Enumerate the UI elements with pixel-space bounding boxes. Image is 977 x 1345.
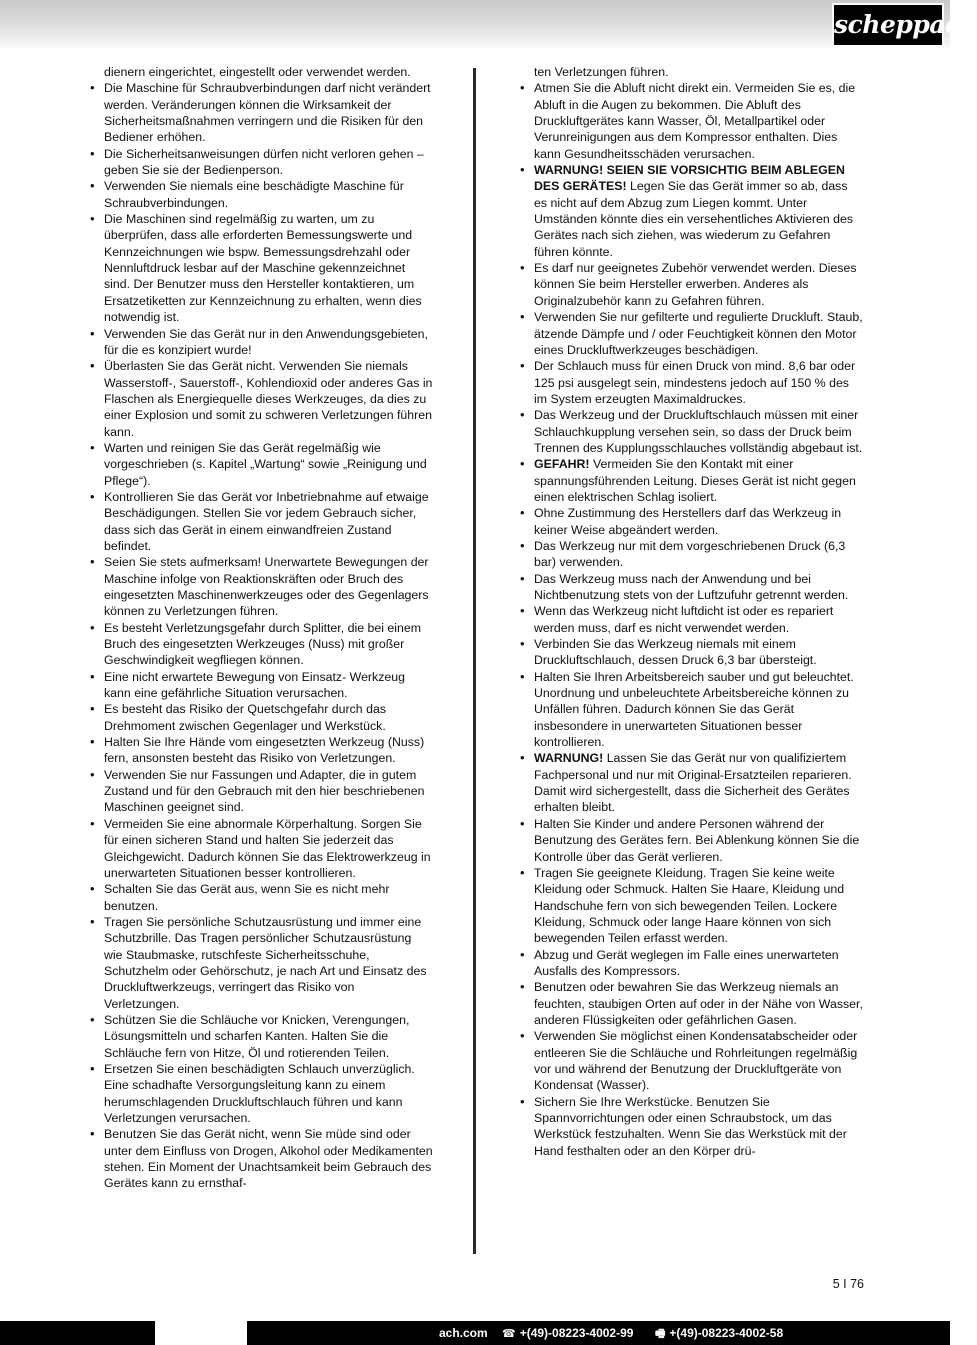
list-item <box>518 816 863 865</box>
list-item-text: Verwenden Sie nur Fassungen und Adapter, die in gutem Zustand und für den Gebrauch mit den hier beschriebenen Maschinen geeignet sind. <box>104 767 425 815</box>
list-item <box>88 669 433 702</box>
list-item-text: Vermeiden Sie eine abnormale Körperhaltung. Sorgen Sie für einen sicheren Stand und halten Sie jederzeit das Gleichgewicht. Dadurch können Sie das Elektrowerkzeug in unerwarteten Situationen besser kontrollieren. <box>104 816 431 880</box>
list-item-text: Die Sicherheitsanweisungen dürfen nicht verloren gehen – geben Sie sie der Bedienperson. <box>104 146 424 178</box>
left-column <box>88 64 433 1192</box>
list-item-text: Ersetzen Sie einen beschädigten Schlauch unverzüglich. Eine schadhafte Versorgungsleitung kann zu einem herumschlagenden Druckluftschlauch führen und kann Verletzungen verursachen. <box>104 1061 415 1125</box>
warning-label: WARNUNG! <box>534 751 604 766</box>
header-band <box>0 0 950 50</box>
left-lead-text: dienern eingerichtet, eingestellt oder verwendet werden. <box>104 65 411 79</box>
list-item <box>88 489 433 554</box>
list-item <box>518 603 863 636</box>
list-item-text: Warten und reinigen Sie das Gerät regelmäßig wie vorgeschrieben (s. Kapitel „Wartung“ sowie „Reinigung und Pflege“). <box>104 440 427 488</box>
list-item <box>518 456 863 505</box>
phone-icon: ☎ <box>502 1328 516 1340</box>
list-item-text: Halten Sie Ihren Arbeitsbereich sauber und gut beleuchtet. Unordnung und unbeleuchtete Arbeitsbereiche können zu Unfällen führen. Dadurch können Sie das Gerät insbesondere in unerwarteten Situationen besser kontrollieren. <box>534 669 854 750</box>
list-item-text: Überlasten Sie das Gerät nicht. Verwenden Sie niemals Wasserstoff-, Sauerstoff-, Kohlendioxid oder anderes Gas in Flaschen als Energiequelle dieses Werkzeuges, da dies zu einer Explosion und somit zu schweren Verletzungen führen kann. <box>104 359 433 439</box>
list-item <box>518 162 863 260</box>
list-item-text: Das Werkzeug nur mit dem vorgeschriebenen Druck (6,3 bar) verwenden. <box>534 538 846 570</box>
bullet-icon: • <box>520 1028 525 1044</box>
bullet-icon: • <box>520 537 525 553</box>
bullet-icon: • <box>90 488 95 504</box>
list-item <box>88 358 433 440</box>
list-item-text: Verbinden Sie das Werkzeug niemals mit einem Druckluftschlauch, dessen Druck 6,3 bar übersteigt. <box>534 637 817 668</box>
right-bullet-list <box>518 80 863 1159</box>
list-item <box>518 538 863 571</box>
list-item-text: Lassen Sie das Gerät nur von qualifiziertem Fachpersonal und nur mit Original-Ersatzteilen reparieren. Damit wird sichergestellt, dass die Sicherheit des Gerätes erhalten bleibt. <box>534 751 852 815</box>
left-bullet-list <box>88 80 433 1191</box>
bullet-icon: • <box>520 358 525 374</box>
brand-logo[interactable]: scheppach <box>832 3 944 47</box>
list-item <box>518 505 863 538</box>
bullet-icon: • <box>90 325 95 341</box>
list-item <box>518 947 863 980</box>
list-item-text: Das Werkzeug muss nach der Anwendung und bei Nichtbenutzung stets von der Luftzufuhr getrennt werden. <box>534 571 849 602</box>
list-item-text: Verwenden Sie nur gefilterte und regulierte Druckluft. Staub, ätzende Dämpfe und / oder Feuchtigkeit können den Motor eines Druckluftwerkzeuges beschädigen. <box>534 310 863 357</box>
bullet-icon: • <box>520 946 525 962</box>
list-item <box>88 326 433 359</box>
list-item-text: Tragen Sie geeignete Kleidung. Tragen Sie keine weite Kleidung oder Schmuck. Halten Sie Haare, Kleidung und Handschuhe fern von sich bewegenden Teilen. Lockere Kleidung, Schmuck oder lange Haare können von sich bewegenden Teilen erfasst werden. <box>534 865 845 946</box>
bullet-icon: • <box>520 407 525 423</box>
bullet-icon: • <box>90 554 95 570</box>
list-item <box>88 620 433 669</box>
bullet-icon: • <box>520 750 525 766</box>
bullet-icon: • <box>520 162 525 178</box>
warning-label: WARNUNG! SEIEN SIE VORSICHTIG BEIM ABLEGEN DES GERÄTES! <box>534 163 845 194</box>
list-item-text: Abzug und Gerät weglegen im Falle eines unerwarteten Ausfalls des Kompressors. <box>534 947 839 978</box>
list-item-text: Halten Sie Ihre Hände vom eingesetzten Werkzeug (Nuss) fern, ansonsten besteht das Risiko von Verletzungen. <box>104 735 425 766</box>
bullet-icon: • <box>90 439 95 455</box>
list-item-text: Legen Sie das Gerät immer so ab, dass es nicht auf dem Abzug zum Liegen kommt. Unter Umständen könnte dies ein versehentliches Aktivieren des Gerätes nach sich ziehen, was wiederum zu Gefahren führen könnte. <box>534 179 854 259</box>
list-item <box>88 767 433 816</box>
list-item-text: Eine nicht erwartete Bewegung von Einsatz- Werkzeug kann eine gefährliche Situation verursachen. <box>104 669 405 701</box>
bullet-icon: • <box>520 570 525 586</box>
bullet-icon: • <box>90 881 95 897</box>
list-item <box>518 1094 863 1159</box>
list-item-text: Die Maschine für Schraubverbindungen darf nicht verändert werden. Veränderungen können die Wirksamkeit der Sicherheitsmaßnahmen verringern und die Risiken für den Bediener erhöhen. <box>104 81 431 145</box>
right-lead-text: ten Verletzungen führen. <box>534 65 669 79</box>
bullet-icon: • <box>520 505 525 521</box>
footer-gap <box>155 1321 247 1345</box>
list-item <box>88 1126 433 1191</box>
list-item-text: Vermeiden Sie den Kontakt mit einer spannungsführenden Leitung. Dieses Gerät ist nicht gegen einen elektrischen Schlag isoliert. <box>534 457 856 504</box>
bullet-icon: • <box>90 80 95 96</box>
list-item <box>88 440 433 489</box>
list-item-text: Seien Sie stets aufmerksam! Unerwartete Bewegungen der Maschine infolge von Reaktionskräften oder Bruch des eingesetzten Maschinenwerkzeuges oder des Gegenlagers können zu Verletzungen führen. <box>104 555 429 619</box>
bullet-icon: • <box>90 766 95 782</box>
list-item <box>88 701 433 734</box>
list-item <box>88 554 433 619</box>
list-item <box>88 146 433 179</box>
bullet-icon: • <box>90 1060 95 1076</box>
list-item <box>518 636 863 669</box>
footer-fax <box>655 1326 783 1341</box>
list-item <box>88 881 433 914</box>
list-item <box>88 1012 433 1061</box>
bullet-icon: • <box>520 668 525 684</box>
bullet-icon: • <box>520 979 525 995</box>
list-item <box>88 734 433 767</box>
bullet-icon: • <box>520 456 525 472</box>
bullet-icon: • <box>90 913 95 929</box>
list-item <box>518 80 863 162</box>
list-item-text: Es besteht Verletzungsgefahr durch Splitter, die bei einem Bruch des eingesetzten Werkzeuges (Nuss) mit großer Geschwindigkeit wegfliegen können. <box>104 620 422 668</box>
bullet-icon: • <box>90 815 95 831</box>
list-item <box>518 309 863 358</box>
column-divider <box>473 68 476 1254</box>
list-item <box>88 178 433 211</box>
bullet-icon: • <box>520 309 525 325</box>
bullet-icon: • <box>90 619 95 635</box>
list-item-text: Benutzen Sie das Gerät nicht, wenn Sie müde sind oder unter dem Einfluss von Drogen, Alkohol oder Medikamenten stehen. Ein Moment der Unachtsamkeit beim Gebrauch des Gerätes kann zu ernsthaf- <box>104 1127 433 1191</box>
bullet-icon: • <box>90 178 95 194</box>
bullet-icon: • <box>520 1093 525 1109</box>
bullet-icon: • <box>90 358 95 374</box>
list-item <box>518 750 863 815</box>
footer-phone <box>502 1326 633 1341</box>
bullet-icon: • <box>520 80 525 96</box>
list-item-text: Wenn das Werkzeug nicht luftdicht ist oder es repariert werden muss, darf es nicht verwendet werden. <box>534 604 834 635</box>
list-item-text: Ohne Zustimmung des Herstellers darf das Werkzeug in keiner Weise abgeändert werden. <box>534 506 842 537</box>
list-item <box>88 80 433 145</box>
list-item <box>518 358 863 407</box>
list-item <box>518 1028 863 1093</box>
bullet-icon: • <box>90 145 95 161</box>
bullet-icon: • <box>90 211 95 227</box>
list-item-text: Die Maschinen sind regelmäßig zu warten, um zu überprüfen, dass alle erforderten Bemessungswerte und Kennzeichnungen wie bspw. Bemessungsdrehzahl oder Nennluftdruck lesbar auf der Maschine gekennzeichnet sind. Der Benutzer muss den Hersteller kontaktieren, um Ersatzetiketten zur Kennzeichnung zu erhalten, wenn dies notwendig ist. <box>104 212 422 325</box>
list-item-text: Benutzen oder bewahren Sie das Werkzeug niemals an feuchten, staubigen Orten auf oder in der Nähe von Wasser, anderen Flüssigkeiten oder gefährlichen Gasen. <box>534 980 863 1027</box>
bullet-icon: • <box>90 701 95 717</box>
bullet-icon: • <box>90 734 95 750</box>
list-item-text: Schützen Sie die Schläuche vor Knicken, Verengungen, Lösungsmitteln und scharfen Kanten. Halten Sie die Schläuche fern von Hitze, Öl und rotierenden Teilen. <box>104 1012 410 1060</box>
list-item-text: Das Werkzeug und der Druckluftschlauch müssen mit einer Schlauchkupplung versehen sein, so dass der Druck beim Trennen des Kupplungsschlauches vollständig abgebaut ist. <box>534 408 863 455</box>
list-item <box>518 865 863 947</box>
list-item-text: Tragen Sie persönliche Schutzausrüstung und immer eine Schutzbrille. Das Tragen persönlicher Schutzausrüstung wie Staubmaske, rutschfeste Sicherheitsschuhe, Schutzhelm oder Gehörschutz, je nach Art und Einsatz des Druckluftwerkzeugs, verringert das Risiko von Verletzungen. <box>104 914 427 1011</box>
list-item <box>518 669 863 751</box>
bullet-icon: • <box>90 1011 95 1027</box>
list-item-text: Verwenden Sie das Gerät nur in den Anwendungsgebieten, für die es konzipiert wurde! <box>104 326 428 357</box>
list-item <box>88 1061 433 1126</box>
list-item-text: Halten Sie Kinder und andere Personen während der Benutzung des Gerätes fern. Bei Ablenkung können Sie die Kontrolle über das Gerät verlieren. <box>534 816 860 864</box>
list-item-text: Schalten Sie das Gerät aus, wenn Sie es nicht mehr benutzen. <box>104 882 390 913</box>
list-item-text: Kontrollieren Sie das Gerät vor Inbetriebnahme auf etwaige Beschädigungen. Stellen Sie vor jedem Gebrauch sicher, dass sich das Gerät in einem einwandfreien Zustand befindet. <box>104 489 429 553</box>
footer-website[interactable]: ach.com <box>439 1326 488 1340</box>
footer-fax-number: +(49)-08223-4002-58 <box>669 1326 784 1340</box>
list-item-text: Sichern Sie Ihre Werkstücke. Benutzen Sie Spannvorrichtungen oder einen Schraubstock, um das Werkstück festzuhalten. Wenn Sie das Werkstück mit der Hand festhalten oder an den Körper drü- <box>534 1094 847 1158</box>
list-item-text: Es darf nur geeignetes Zubehör verwendet werden. Dieses können Sie beim Hersteller erwerben. Anderes als Originalzubehör kann zu Gefahren führen. <box>534 261 857 308</box>
bullet-icon: • <box>520 603 525 619</box>
list-item <box>518 407 863 456</box>
bullet-icon: • <box>90 1126 95 1142</box>
bullet-icon: • <box>90 668 95 684</box>
list-item <box>518 260 863 309</box>
bullet-icon: • <box>520 260 525 276</box>
bullet-icon: • <box>520 864 525 880</box>
warning-label: GEFAHR! <box>534 457 590 472</box>
list-item <box>518 571 863 604</box>
list-item-text: Der Schlauch muss für einen Druck von mind. 8,6 bar oder 125 psi ausgelegt sein, mindestens jedoch auf 150 % des im System erzeugten Maximaldruckes. <box>534 359 856 406</box>
bullet-icon: • <box>520 636 525 652</box>
fax-icon: 🖷 <box>655 1328 666 1340</box>
list-item <box>88 211 433 325</box>
list-item-text: Atmen Sie die Abluft nicht direkt ein. Vermeiden Sie es, die Abluft in die Augen zu bekommen. Die Abluft des Druckluftgerätes kann Wasser, Öl, Metallpartikel oder Verunreinigungen aus dem Kompressor enthalten. Dies kann Gesundheitsschäden verursachen. <box>534 81 856 161</box>
list-item-text: Es besteht das Risiko der Quetschgefahr durch das Drehmoment zwischen Gegenlager und Werkstück. <box>104 702 387 733</box>
list-item <box>88 816 433 881</box>
list-item-text: Verwenden Sie möglichst einen Kondensatabscheider oder entleeren Sie die Schläuche und Rohrleitungen regelmäßig vor und während der Benutzung der Druckluftgeräte von Kondensat (Wasser). <box>534 1029 858 1093</box>
page-number: 5 I 76 <box>832 1277 864 1291</box>
list-item <box>518 979 863 1028</box>
right-column <box>518 64 863 1159</box>
bullet-icon: • <box>520 815 525 831</box>
list-item-text: Verwenden Sie niemals eine beschädigte Maschine für Schraubverbindungen. <box>104 179 404 210</box>
list-item <box>88 914 433 1012</box>
footer-phone-number: +(49)-08223-4002-99 <box>519 1326 634 1340</box>
